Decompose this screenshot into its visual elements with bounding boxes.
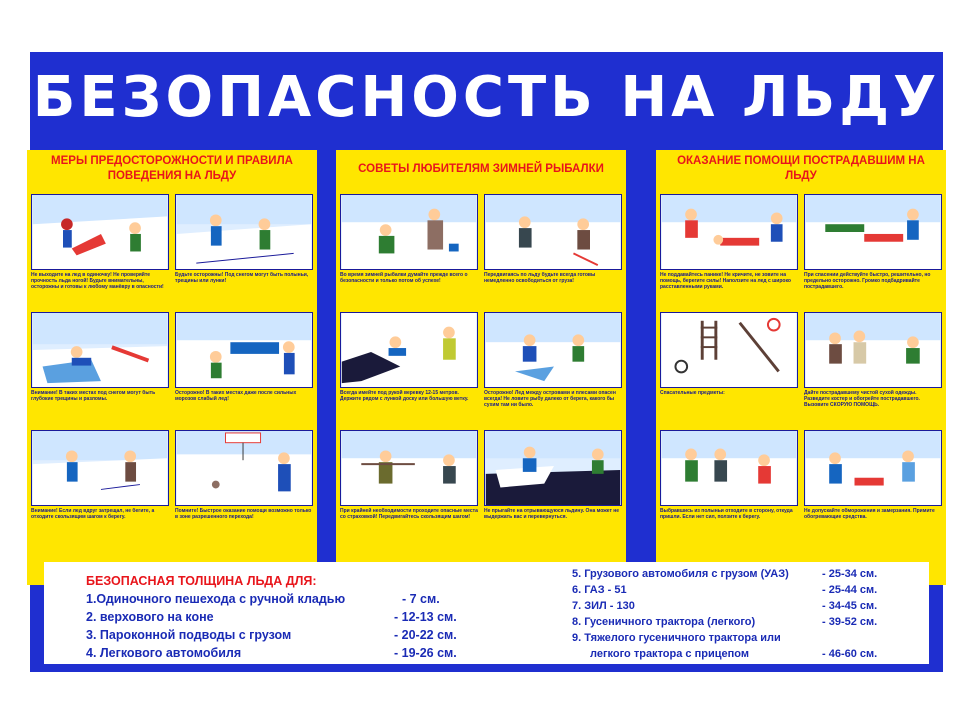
thickness-value: - 46-60 см. (822, 648, 878, 660)
illustration-panel (484, 194, 622, 270)
illustration-panel (175, 194, 313, 270)
illustration-panel (804, 430, 942, 506)
panel-caption: При спасении действуйте быстро, решительно, но предельно осторожно. Громко подбадривайте пострадавшего. (804, 272, 931, 290)
thickness-label: 6. ГАЗ - 51 (572, 584, 627, 596)
illustration-panel (660, 312, 798, 388)
panel-caption: Не прыгайте на отрывающуюся льдину. Она может не выдержать вас и перевернуться. (484, 508, 620, 520)
safe-ice-heading: БЕЗОПАСНАЯ ТОЛЩИНА ЛЬДА ДЛЯ: (86, 574, 317, 588)
thickness-label: 2. верхового на коне (86, 610, 214, 624)
thickness-label: 7. ЗИЛ - 130 (572, 600, 635, 612)
illustration-panel (31, 430, 169, 506)
panel-caption: Не выходите на лед в одиночку! Не проверяйте прочность льда ногой! Будьте внимательны, осторожны и готовы к любому манёвру в опасности! (31, 272, 164, 290)
panel-caption: При крайней необходимости проходите опасные места со страховкой! Передвигайтесь скользящим шагом! (340, 508, 478, 520)
column-fishing-tips (336, 150, 626, 585)
illustration-panel (31, 194, 169, 270)
illustration-panel (340, 430, 478, 506)
column-heading: МЕРЫ ПРЕДОСТОРОЖНОСТИ И ПРАВИЛА ПОВЕДЕНИЯ НА ЛЬДУ (51, 155, 293, 182)
illustration-panel (484, 312, 622, 388)
illustration-panel (804, 312, 942, 388)
illustration-panel (804, 194, 942, 270)
illustration-panel (31, 312, 169, 388)
panel-caption: Будьте осторожны! Под снегом могут быть полыньи, трещины или лунки! (175, 272, 309, 284)
illustration-panel (175, 312, 313, 388)
panel-caption: Спасательные предметы: (660, 390, 725, 396)
thickness-value: - 25-44 см. (822, 584, 878, 596)
panel-caption: Не поддавайтесь панике! Не кричите, не зовите на помощь, берегите силы! Наползите на лед с широко расставленными руками. (660, 272, 791, 290)
thickness-value: - 20-22 см. (394, 628, 457, 642)
panel-caption: Передвигаясь по льду будьте всегда готовы немедленно освободиться от груза! (484, 272, 596, 284)
panel-caption: Помните! Быстрое оказание помощи возможно только в зоне разрешенного перехода! (175, 508, 312, 520)
illustration-panel (340, 194, 478, 270)
column-precautions (27, 150, 317, 585)
thickness-value: - 19-26 см. (394, 646, 457, 660)
thickness-value: - 39-52 см. (822, 616, 878, 628)
panel-caption: Осторожно! Лед между островами и плесами опасен всегда! Не ловите рыбу далеко от берега, какого бы сухим там ни было. (484, 390, 616, 408)
thickness-label: 5. Грузового автомобиля с грузом (УАЗ) (572, 568, 789, 580)
thickness-label: 1.Одиночного пешехода с ручной кладью (86, 592, 346, 606)
thickness-label: 9. Тяжелого гусеничного трактора или (572, 632, 781, 644)
illustration-panel (175, 430, 313, 506)
thickness-label: 3. Пароконной подводы с грузом (86, 628, 292, 642)
column-heading: СОВЕТЫ ЛЮБИТЕЛЯМ ЗИМНЕЙ РЫБАЛКИ (358, 162, 604, 175)
panel-caption: Осторожно! В таких местах даже после сильных морозов слабый лед! (175, 390, 297, 402)
panel-caption: Внимание! В таких местах под снегом могут быть глубокие трещины и разломы. (31, 390, 156, 402)
illustration-panel (484, 430, 622, 506)
column-heading: ОКАЗАНИЕ ПОМОЩИ ПОСТРАДАВШИМ НА ЛЬДУ (677, 155, 925, 182)
thickness-value: - 34-45 см. (822, 600, 878, 612)
thickness-value: - 12-13 см. (394, 610, 457, 624)
panel-caption: Во время зимней рыбалки думайте прежде всего о безопасности и только потом об успехе! (340, 272, 468, 284)
column-first-aid (656, 150, 946, 585)
poster-title: БЕЗОПАСНОСТЬ НА ЛЬДУ (32, 65, 941, 130)
panel-caption: Дайте пострадавшему чистой сухой одежды. Разведите костер и обогрейте пострадавшего. Вызовите СКОРУЮ ПОМОЩЬ. (804, 390, 920, 408)
thickness-value: - 25-34 см. (822, 568, 878, 580)
thickness-value: - 7 см. (402, 592, 440, 606)
thickness-label: 8. Гусеничного трактора (легкого) (572, 616, 756, 628)
thickness-label: 4. Легкового автомобиля (86, 646, 242, 660)
thickness-label: легкого трактора с прицепом (590, 648, 749, 660)
panel-caption: Выбравшись из полыньи отходите в сторону, откуда пришли. Если нет сил, ползите к берегу. (660, 508, 793, 520)
panel-caption: Внимание! Если лед вдруг затрещал, не бегите, а отходите скользящим шагом к берегу. (31, 508, 155, 520)
safe-ice-thickness-box (44, 562, 929, 664)
illustration-panel (340, 312, 478, 388)
safety-poster (30, 52, 943, 672)
panel-caption: Всегда имейте под рукой веревку 12-15 метров. Держите рядом с лункой доску или большую ветку. (340, 390, 469, 402)
illustration-panel (660, 194, 798, 270)
illustration-panel (660, 430, 798, 506)
panel-caption: Не допускайте обморожения и замерзания. Примите обогревающие средства. (804, 508, 935, 520)
